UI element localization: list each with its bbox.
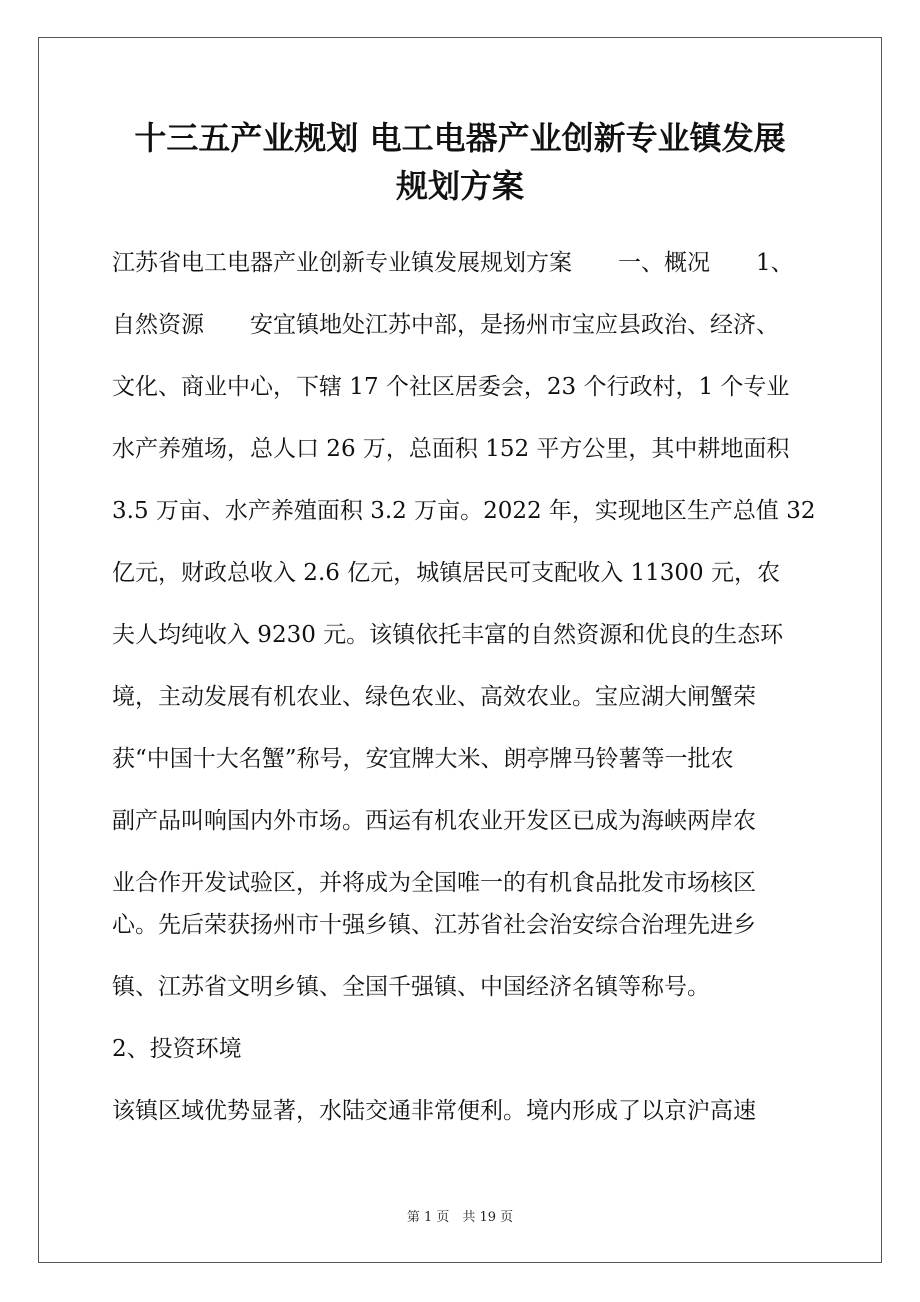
section-heading: 2、投资环境 <box>112 1036 242 1062</box>
body-line: 夫人均纯收入 9230 元。该镇依托丰富的自然资源和优良的生态环 <box>112 622 784 648</box>
body-line: 心。先后荣获扬州市十强乡镇、江苏省社会治安综合治理先进乡 <box>112 912 756 938</box>
body-line: 该镇区域优势显著，水陆交通非常便利。境内形成了以京沪高速 <box>112 1098 756 1124</box>
body-line: 获“中国十大名蟹”称号，安宜牌大米、朗亭牌马铃薯等一批农 <box>112 746 734 772</box>
body-line: 江苏省电工电器产业创新专业镇发展规划方案 一、概况 1、 <box>112 250 794 276</box>
body-line: 业合作开发试验区，并将成为全国唯一的有机食品批发市场核区 <box>112 870 756 896</box>
body-line: 水产养殖场，总人口 26 万，总面积 152 平方公里，其中耕地面积 <box>112 436 790 462</box>
body-line: 自然资源 安宜镇地处江苏中部，是扬州市宝应县政治、经济、 <box>112 312 779 338</box>
page-border <box>38 37 882 1263</box>
document-title-line-2: 规划方案 <box>395 167 524 205</box>
body-line: 镇、江苏省文明乡镇、全国千强镇、中国经济名镇等称号。 <box>112 974 710 1000</box>
body-line: 3.5 万亩、水产养殖面积 3.2 万亩。2022 年，实现地区生产总值 32 <box>112 498 816 524</box>
body-line: 副产品叫响国内外市场。西运有机农业开发区已成为海峡两岸农 <box>112 808 756 834</box>
body-line: 境，主动发展有机农业、绿色农业、高效农业。宝应湖大闸蟹荣 <box>112 684 756 710</box>
body-line: 文化、商业中心，下辖 17 个社区居委会，23 个行政村，1 个专业 <box>112 374 790 400</box>
body-line: 亿元，财政总收入 2.6 亿元，城镇居民可支配收入 11300 元，农 <box>112 560 780 586</box>
document-title-line-1: 十三五产业规划 电工电器产业创新专业镇发展 <box>134 119 786 157</box>
page-footer: 第 1 页 共 19 页 <box>406 1210 514 1225</box>
